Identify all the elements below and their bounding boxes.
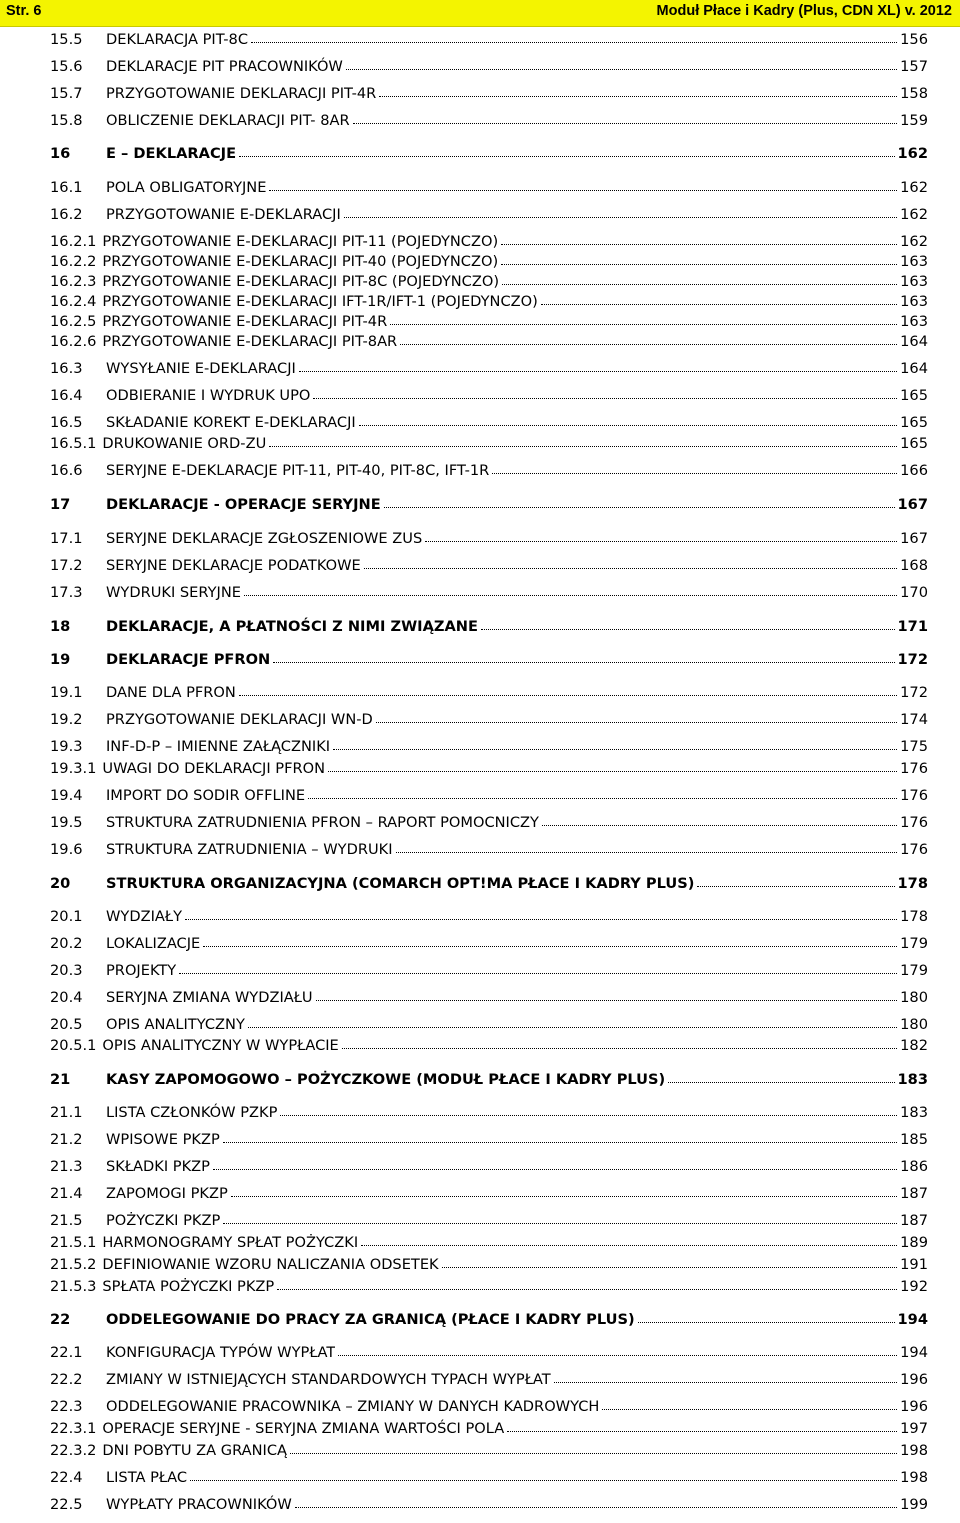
toc-entry-page: 183 [897,1071,928,1088]
toc-entry[interactable] [50,461,928,481]
toc-entry-number: 16.2.4 [50,293,97,310]
toc-entry-page: 175 [900,738,928,755]
toc-entry-number: 20.1 [50,908,83,925]
toc-entry-title: STRUKTURA ZATRUDNIENIA – WYDRUKI [106,841,393,858]
toc-entry-title: SPŁATA POŻYCZKI PKZP [102,1278,275,1295]
toc-entry-number: 22.3 [50,1398,83,1415]
toc-entry-page: 163 [900,293,928,310]
toc-entry-title: KASY ZAPOMOGOWO – POŻYCZKOWE (MODUŁ PŁACE I KADRY PLUS) [106,1071,666,1088]
toc-entry-number: 20 [50,875,71,892]
toc-entry-title: DEKLARACJA PIT-8C [106,31,249,48]
toc-entry-title: SKŁADKI PKZP [106,1158,210,1175]
dot-leader [542,813,897,826]
toc-entry-page: 196 [900,1398,928,1415]
toc-entry[interactable] [50,434,928,454]
toc-entry-page: 194 [897,1311,928,1328]
toc-entry-number: 16.2.5 [50,313,97,330]
toc-entry-page: 156 [900,31,928,48]
dot-leader [239,683,897,696]
toc-entry-page: 163 [900,313,928,330]
toc-entry-number: 20.3 [50,962,83,979]
toc-entry[interactable] [50,759,928,779]
dot-leader [299,359,897,372]
toc-entry-number: 22 [50,1311,71,1328]
toc-entry-title: DEKLARACJE, A PŁATNOŚCI Z NIMI ZWIĄZANE [106,618,478,635]
toc-entry-number: 19.4 [50,787,83,804]
toc-entry-title: WYDZIAŁY [106,908,182,925]
dot-leader [231,1184,897,1197]
toc-entry-page: 197 [900,1420,928,1437]
toc-entry[interactable] [50,617,928,637]
toc-entry-title: WYPŁATY PRACOWNIKÓW [106,1496,292,1513]
dot-leader [223,1130,897,1143]
toc-entry-page: 168 [900,557,928,574]
toc-entry-number: 20.5.1 [50,1037,97,1054]
toc-entry-title: STRUKTURA ZATRUDNIENIA PFRON – RAPORT POMOCNICZY [106,814,539,831]
dot-leader [248,1015,897,1028]
toc-entry-title: POLA OBLIGATORYJNE [106,179,267,196]
dot-leader [185,907,897,920]
toc-entry-page: 176 [900,841,928,858]
toc-entry-title: SERYJNE DEKLARACJE ZGŁOSZENIOWE ZUS [106,530,423,547]
toc-entry-page: 179 [900,935,928,952]
toc-entry-number: 21 [50,1071,71,1088]
toc-entry-number: 17.1 [50,530,83,547]
toc-entry[interactable] [50,1370,928,1390]
toc-entry-page: 163 [900,253,928,270]
dot-leader [295,1495,897,1508]
toc-entry[interactable] [50,1495,928,1515]
toc-entry-number: 22.3.1 [50,1420,97,1437]
toc-entry-page: 194 [900,1344,928,1361]
toc-entry-number: 19 [50,651,71,668]
dot-leader [541,292,897,305]
toc-entry[interactable] [50,292,928,312]
dot-leader [507,1419,897,1432]
dot-leader [379,84,897,97]
toc-entry[interactable] [50,529,928,549]
toc-entry-page: 162 [900,233,928,250]
toc-entry-page: 176 [900,760,928,777]
toc-entry[interactable] [50,1441,928,1461]
dot-leader [359,413,897,426]
dot-leader [239,144,894,157]
toc-entry-title: DNI POBYTU ZA GRANICĄ [102,1442,288,1459]
toc-entry-page: 174 [900,711,928,728]
toc-entry-title: PRZYGOTOWANIE E-DEKLARACJI PIT-11 (POJEDYNCZO) [102,233,499,250]
toc-entry-number: 22.1 [50,1344,83,1361]
toc-entry[interactable] [50,272,928,292]
toc-entry-page: 167 [900,530,928,547]
toc-entry-number: 21.5.1 [50,1234,97,1251]
toc-entry[interactable] [50,1015,928,1035]
toc-entry-title: SERYJNA ZMIANA WYDZIAŁU [106,989,313,1006]
toc-entry-title: DEFINIOWANIE WZORU NALICZANIA ODSETEK [102,1256,439,1273]
toc-entry[interactable] [50,1419,928,1439]
toc-entry-number: 19.2 [50,711,83,728]
toc-entry-title: PRZYGOTOWANIE DEKLARACJI WN-D [106,711,373,728]
toc-entry-title: PRZYGOTOWANIE E-DEKLARACJI PIT-40 (POJEDYNCZO) [102,253,499,270]
toc-entry-number: 21.1 [50,1104,83,1121]
toc-entry-number: 16.4 [50,387,83,404]
dot-leader [396,840,898,853]
toc-entry-title: OPIS ANALITYCZNY [106,1016,245,1033]
toc-entry-number: 17.3 [50,584,83,601]
dot-leader [179,961,897,974]
dot-leader [213,1157,897,1170]
toc-entry[interactable] [50,1184,928,1204]
toc-entry[interactable] [50,556,928,576]
toc-entry-page: 165 [900,435,928,452]
page-header [0,0,960,27]
dot-leader [364,556,897,569]
toc-entry[interactable] [50,359,928,379]
toc-entry-page: 192 [900,1278,928,1295]
toc-entry-page: 167 [897,496,928,513]
toc-entry-page: 178 [897,875,928,892]
toc-entry[interactable] [50,1036,928,1056]
toc-entry-number: 22.4 [50,1469,83,1486]
toc-entry[interactable] [50,683,928,703]
dot-leader [492,461,897,474]
toc-entry[interactable] [50,907,928,927]
toc-entry-page: 176 [900,814,928,831]
toc-entry-number: 15.6 [50,58,83,75]
dot-leader [333,737,897,750]
toc-entry-title: SERYJNE E-DEKLARACJE PIT-11, PIT-40, PIT-8C, IFT-1R [106,462,490,479]
toc-entry-number: 18 [50,618,71,635]
toc-entry-page: 180 [900,1016,928,1033]
toc-entry-number: 16.3 [50,360,83,377]
dot-leader [501,252,897,265]
toc-entry-number: 16.1 [50,179,83,196]
toc-entry-title: DEKLARACJE PFRON [106,651,271,668]
toc-entry[interactable] [50,1157,928,1177]
toc-entry-page: 182 [900,1037,928,1054]
toc-entry-title: LISTA CZŁONKÓW PZKP [106,1104,278,1121]
toc-entry-page: 176 [900,787,928,804]
toc-entry-number: 17 [50,496,71,513]
toc-entry-title: HARMONOGRAMY SPŁAT POŻYCZKI [102,1234,359,1251]
dot-leader [223,1211,897,1224]
dot-leader [190,1468,897,1481]
toc-entry[interactable] [50,413,928,433]
toc-entry[interactable] [50,840,928,860]
toc-entry-number: 16.6 [50,462,83,479]
dot-leader [384,495,895,508]
toc-entry-number: 21.2 [50,1131,83,1148]
toc-entry-number: 21.3 [50,1158,83,1175]
toc-entry[interactable] [50,232,928,252]
toc-entry-number: 15.5 [50,31,83,48]
toc-entry-title: ZMIANY W ISTNIEJĄCYCH STANDARDOWYCH TYPACH WYPŁAT [106,1371,551,1388]
toc-entry-title: KONFIGURACJA TYPÓW WYPŁAT [106,1344,336,1361]
toc-entry-page: 159 [900,112,928,129]
toc-entry-page: 186 [900,1158,928,1175]
toc-entry-title: DANE DLA PFRON [106,684,236,701]
toc-entry[interactable] [50,650,928,670]
toc-entry-number: 16.2.1 [50,233,97,250]
toc-entry-title: POŻYCZKI PKZP [106,1212,221,1229]
dot-leader [697,874,894,887]
toc-entry-number: 21.5 [50,1212,83,1229]
dot-leader [251,30,897,43]
toc-entry[interactable] [50,988,928,1008]
toc-entry-number: 20.4 [50,989,83,1006]
dot-leader [244,583,897,596]
toc-entry-page: 180 [900,989,928,1006]
dot-leader [502,272,897,285]
toc-entry-page: 187 [900,1185,928,1202]
dot-leader [280,1103,897,1116]
dot-leader [638,1310,895,1323]
toc-entry-number: 16.2.3 [50,273,97,290]
dot-leader [602,1397,897,1410]
toc-entry-page: 172 [897,651,928,668]
toc-entry-title: ODDELEGOWANIE PRACOWNIKA – ZMIANY W DANYCH KADROWYCH [106,1398,600,1415]
dot-leader [376,710,897,723]
toc-entry-number: 19.5 [50,814,83,831]
toc-entry-page: 198 [900,1469,928,1486]
toc-entry-page: 191 [900,1256,928,1273]
dot-leader [353,111,898,124]
toc-entry-number: 22.2 [50,1371,83,1388]
toc-entry[interactable] [50,583,928,603]
dot-leader [344,205,897,218]
toc-entry-title: PRZYGOTOWANIE E-DEKLARACJI PIT-4R [102,313,388,330]
toc-entry-number: 16.2.2 [50,253,97,270]
dot-leader [328,759,897,772]
toc-entry[interactable] [50,961,928,981]
toc-entry-title: WYSYŁANIE E-DEKLARACJI [106,360,296,377]
toc-entry-number: 16 [50,145,71,162]
toc-entry-title: LISTA PŁAC [106,1469,188,1486]
dot-leader [668,1070,894,1083]
dot-leader [501,232,897,245]
toc-entry-page: 179 [900,962,928,979]
toc-entry[interactable] [50,1211,928,1231]
toc-entry-title: PRZYGOTOWANIE E-DEKLARACJI IFT-1R/IFT-1 (POJEDYNCZO) [102,293,538,310]
toc-entry-page: 165 [900,387,928,404]
toc-entry[interactable] [50,1397,928,1417]
toc-entry-number: 16.2 [50,206,83,223]
toc-entry-title: UWAGI DO DEKLARACJI PFRON [102,760,326,777]
page-number-label: Str. 6 [6,3,42,19]
toc-entry[interactable] [50,874,928,894]
toc-entry-page: 164 [900,333,928,350]
toc-entry-title: SERYJNE DEKLARACJE PODATKOWE [106,557,361,574]
toc-entry[interactable] [50,737,928,757]
toc-entry-title: ZAPOMOGI PKZP [106,1185,228,1202]
toc-entry-title: DEKLARACJE PIT PRACOWNIKÓW [106,58,343,75]
toc-entry-title: WPISOWE PKZP [106,1131,220,1148]
toc-entry-title: PRZYGOTOWANIE DEKLARACJI PIT-4R [106,85,377,102]
toc-entry-title: SKŁADANIE KOREKT E-DEKLARACJI [106,414,356,431]
toc-entry[interactable] [50,495,928,515]
toc-entry-title: ODBIERANIE I WYDRUK UPO [106,387,311,404]
toc-entry[interactable] [50,1233,928,1253]
dot-leader [425,529,897,542]
toc-entry[interactable] [50,144,928,164]
toc-entry-number: 19.3 [50,738,83,755]
toc-entry-page: 171 [897,618,928,635]
dot-leader [316,988,898,1001]
toc-entry-page: 163 [900,273,928,290]
toc-entry-number: 22.5 [50,1496,83,1513]
dot-leader [273,650,894,663]
toc-entry[interactable] [50,1130,928,1150]
toc-entry-page: 162 [900,206,928,223]
toc-entry[interactable] [50,312,928,332]
toc-entry[interactable] [50,934,928,954]
dot-leader [390,312,897,325]
toc-entry-number: 21.5.3 [50,1278,97,1295]
toc-entry-title: PRZYGOTOWANIE E-DEKLARACJI [106,206,341,223]
toc-entry-number: 19.1 [50,684,83,701]
toc-entry[interactable] [50,1343,928,1363]
toc-entry-page: 172 [900,684,928,701]
toc-entry-title: E – DEKLARACJE [106,145,237,162]
toc-entry[interactable] [50,813,928,833]
toc-entry-title: PROJEKTY [106,962,177,979]
dot-leader [203,934,897,947]
toc-entry-number: 15.7 [50,85,83,102]
toc-entry[interactable] [50,178,928,198]
toc-entry-title: DRUKOWANIE ORD-ZU [102,435,267,452]
toc-entry-page: 164 [900,360,928,377]
toc-entry-number: 16.2.6 [50,333,97,350]
toc-entry-title: OPIS ANALITYCZNY W WYPŁACIE [102,1037,339,1054]
toc-entry[interactable] [50,786,928,806]
toc-entry-page: 165 [900,414,928,431]
toc-entry[interactable] [50,1310,928,1330]
document-title: Moduł Płace i Kadry (Plus, CDN XL) v. 2012 [656,3,952,19]
toc-entry-number: 16.5.1 [50,435,97,452]
toc-entry[interactable] [50,111,928,131]
toc-entry[interactable] [50,1103,928,1123]
toc-entry-title: LOKALIZACJE [106,935,201,952]
toc-entry[interactable] [50,1255,928,1275]
toc-entry-number: 21.4 [50,1185,83,1202]
dot-leader [277,1277,897,1290]
toc-entry-page: 189 [900,1234,928,1251]
toc-entry-number: 17.2 [50,557,83,574]
dot-leader [554,1370,897,1383]
toc-entry-page: 157 [900,58,928,75]
toc-entry[interactable] [50,710,928,730]
toc-entry-title: IMPORT DO SODIR OFFLINE [106,787,306,804]
toc-entry-page: 166 [900,462,928,479]
toc-entry-number: 15.8 [50,112,83,129]
toc-entry-title: PRZYGOTOWANIE E-DEKLARACJI PIT-8C (POJEDYNCZO) [102,273,500,290]
toc-entry-page: 187 [900,1212,928,1229]
toc-entry-number: 19.3.1 [50,760,97,777]
toc-entry-title: DEKLARACJE - OPERACJE SERYJNE [106,496,381,513]
dot-leader [481,617,895,630]
dot-leader [269,178,897,191]
toc-entry-page: 198 [900,1442,928,1459]
toc-entry[interactable] [50,1070,928,1090]
toc-entry-title: INF-D-P – IMIENNE ZAŁĄCZNIKI [106,738,331,755]
dot-leader [342,1036,897,1049]
dot-leader [290,1441,897,1454]
toc-entry[interactable] [50,57,928,77]
dot-leader [361,1233,897,1246]
toc-entry-page: 178 [900,908,928,925]
toc-entry-page: 162 [900,179,928,196]
toc-entry-number: 20.2 [50,935,83,952]
toc-entry-page: 185 [900,1131,928,1148]
toc-entry-number: 22.3.2 [50,1442,97,1459]
dot-leader [269,434,897,447]
toc-entry-page: 183 [900,1104,928,1121]
toc-entry-title: PRZYGOTOWANIE E-DEKLARACJI PIT-8AR [102,333,398,350]
toc-entry-page: 196 [900,1371,928,1388]
toc-entry-page: 199 [900,1496,928,1513]
toc-entry[interactable] [50,84,928,104]
toc-entry-number: 21.5.2 [50,1256,97,1273]
toc-entry[interactable] [50,1277,928,1297]
toc-entry-page: 162 [897,145,928,162]
toc-entry-title: OBLICZENIE DEKLARACJI PIT- 8AR [106,112,350,129]
toc-entry[interactable] [50,332,928,352]
toc-entry-page: 170 [900,584,928,601]
toc-entry[interactable] [50,386,928,406]
toc-entry-number: 19.6 [50,841,83,858]
toc-entry[interactable] [50,1468,928,1488]
dot-leader [346,57,897,70]
dot-leader [400,332,897,345]
toc-entry-number: 20.5 [50,1016,83,1033]
toc-entry-title: WYDRUKI SERYJNE [106,584,241,601]
dot-leader [338,1343,897,1356]
toc-entry[interactable] [50,30,928,50]
toc-entry-number: 16.5 [50,414,83,431]
dot-leader [442,1255,898,1268]
toc-entry[interactable] [50,252,928,272]
toc-entry-title: ODDELEGOWANIE DO PRACY ZA GRANICĄ (PŁACE I KADRY PLUS) [106,1311,635,1328]
toc-entry[interactable] [50,205,928,225]
dot-leader [308,786,897,799]
toc-entry-title: OPERACJE SERYJNE - SERYJNA ZMIANA WARTOŚCI POLA [102,1420,505,1437]
toc-entry-page: 158 [900,85,928,102]
dot-leader [313,386,897,399]
toc-entry-title: STRUKTURA ORGANIZACYJNA (COMARCH OPT!MA PŁACE I KADRY PLUS) [106,875,695,892]
